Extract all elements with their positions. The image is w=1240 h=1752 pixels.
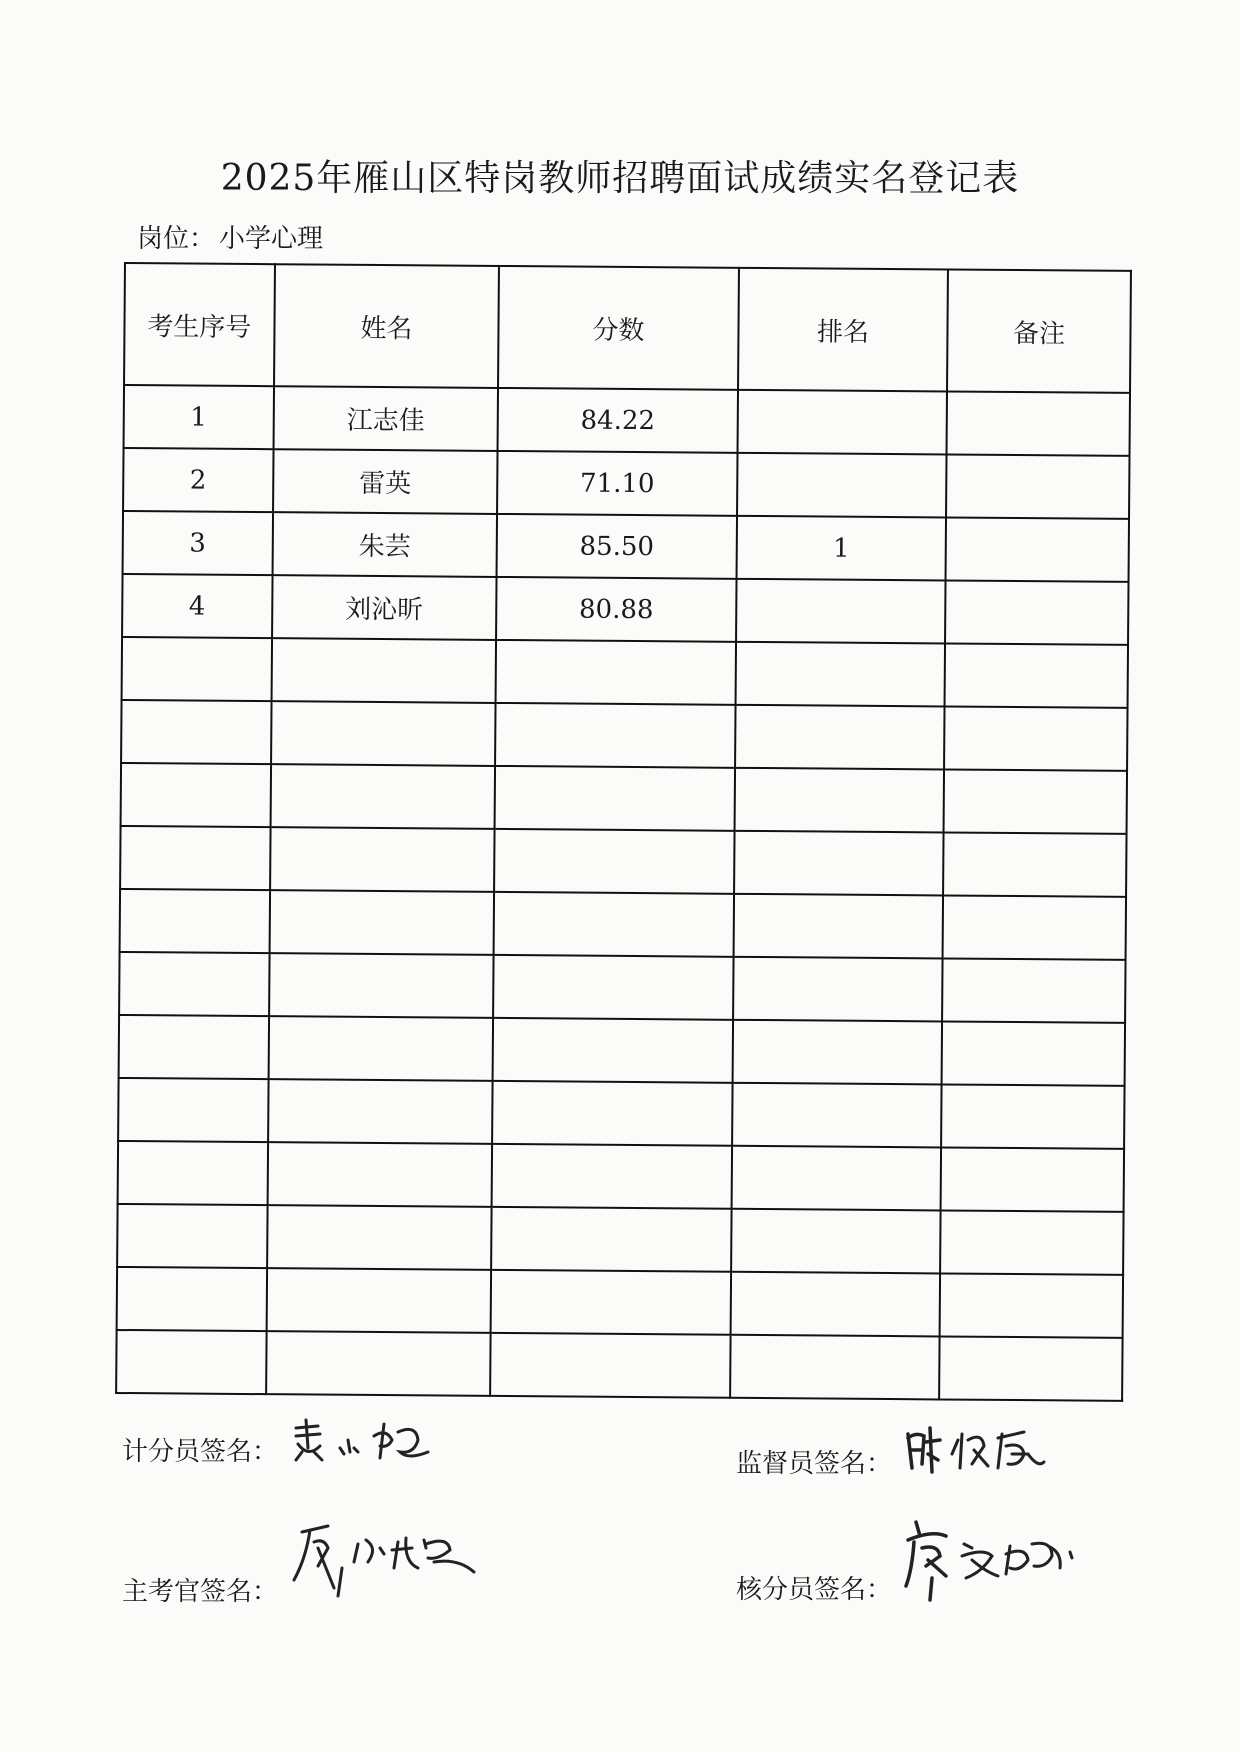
cell-name — [266, 1268, 491, 1333]
cell-score: 71.10 — [497, 451, 737, 516]
cell-score — [494, 829, 734, 894]
checker-signature-block — [736, 1516, 1092, 1606]
cell-candidate-number: 1 — [124, 385, 274, 449]
cell-rank — [732, 1020, 942, 1085]
cell-score — [493, 955, 733, 1020]
cell-score — [492, 1144, 732, 1209]
table-row — [118, 1141, 1124, 1212]
cell-name: 雷英 — [273, 449, 498, 514]
cell-candidate-number — [120, 889, 270, 953]
cell-candidate-number — [118, 1141, 268, 1205]
supervisor-signature-label: 监督员签名： — [736, 1449, 893, 1479]
table-row — [118, 1078, 1124, 1149]
header-name: 姓名 — [274, 264, 499, 388]
cell-remarks — [944, 706, 1127, 770]
cell-rank — [731, 1146, 941, 1211]
header-remarks: 备注 — [947, 269, 1131, 392]
table-row — [117, 1267, 1123, 1338]
cell-candidate-number — [122, 637, 272, 701]
cell-name — [270, 827, 495, 892]
cell-name — [268, 1016, 493, 1081]
cell-remarks — [946, 454, 1129, 518]
cell-rank — [735, 705, 945, 770]
cell-remarks — [941, 1084, 1124, 1148]
cell-candidate-number: 4 — [122, 574, 272, 638]
cell-rank — [732, 1083, 942, 1148]
cell-remarks — [939, 1336, 1122, 1400]
cell-candidate-number — [121, 763, 271, 827]
cell-rank — [733, 957, 943, 1022]
table-row — [124, 385, 1130, 456]
cell-candidate-number — [120, 826, 270, 890]
cell-remarks — [942, 958, 1125, 1022]
chief-examiner-handwritten-signature — [288, 1518, 488, 1608]
table-row — [122, 637, 1128, 708]
cell-score — [491, 1270, 731, 1335]
chief-examiner-signature-label: 主考官签名： — [122, 1577, 279, 1607]
table-row — [121, 700, 1127, 771]
cell-score: 80.88 — [496, 577, 736, 642]
scorer-handwritten-signature — [288, 1418, 438, 1468]
cell-candidate-number — [119, 952, 269, 1016]
cell-name: 刘沁昕 — [272, 575, 497, 640]
cell-rank — [734, 831, 944, 896]
cell-score — [493, 1018, 733, 1083]
checker-signature-label: 核分员签名： — [736, 1575, 893, 1605]
cell-name — [267, 1142, 492, 1207]
cell-remarks — [943, 832, 1126, 896]
cell-remarks — [941, 1147, 1124, 1211]
cell-candidate-number — [121, 700, 271, 764]
cell-rank — [737, 453, 947, 518]
cell-name: 朱芸 — [272, 512, 497, 577]
table-row — [120, 889, 1126, 960]
cell-remarks — [940, 1210, 1123, 1274]
cell-name — [267, 1205, 492, 1270]
table-row — [116, 1330, 1122, 1401]
cell-remarks — [942, 1021, 1125, 1085]
cell-remarks — [947, 391, 1130, 455]
chief-examiner-signature-block — [122, 1518, 488, 1608]
cell-candidate-number — [118, 1078, 268, 1142]
table-row — [121, 763, 1127, 834]
table-row — [123, 511, 1129, 582]
cell-rank — [730, 1272, 940, 1337]
cell-remarks — [943, 895, 1126, 959]
cell-candidate-number: 3 — [123, 511, 273, 575]
cell-score: 85.50 — [497, 514, 737, 579]
cell-remarks — [946, 517, 1129, 581]
cell-candidate-number — [117, 1267, 267, 1331]
cell-name — [271, 638, 496, 703]
table-row — [117, 1204, 1123, 1275]
table-row — [119, 952, 1125, 1023]
post-line — [137, 218, 327, 255]
checker-handwritten-signature — [902, 1516, 1092, 1606]
table-row — [123, 448, 1129, 519]
cell-name — [271, 701, 496, 766]
cell-score: 84.22 — [498, 388, 738, 453]
cell-score — [495, 703, 735, 768]
cell-name: 江志佳 — [273, 386, 498, 451]
cell-score — [496, 640, 736, 705]
table-row — [120, 826, 1126, 897]
cell-score — [494, 892, 734, 957]
header-candidate-number: 考生序号 — [124, 263, 275, 386]
cell-remarks — [945, 643, 1128, 707]
post-value: 小学心理 — [219, 224, 324, 254]
table-body — [116, 385, 1130, 1401]
cell-rank — [736, 579, 946, 644]
cell-name — [266, 1331, 491, 1396]
table-row — [119, 1015, 1125, 1086]
cell-name — [268, 1079, 493, 1144]
scorer-signature-block — [122, 1418, 438, 1468]
cell-remarks — [945, 580, 1128, 644]
supervisor-signature-block — [736, 1424, 1052, 1480]
cell-score — [492, 1081, 732, 1146]
cell-remarks — [944, 769, 1127, 833]
page-title: 2025年雁山区特岗教师招聘面试成绩实名登记表 — [220, 158, 1020, 199]
header-rank: 排名 — [738, 268, 948, 392]
scorer-signature-label: 计分员签名： — [122, 1437, 279, 1467]
score-table — [115, 262, 1132, 1402]
cell-score — [491, 1207, 731, 1272]
cell-score — [495, 766, 735, 831]
cell-rank — [737, 390, 947, 455]
post-label: 岗位： — [137, 224, 216, 254]
cell-rank: 1 — [736, 516, 946, 581]
supervisor-handwritten-signature — [902, 1424, 1052, 1480]
cell-rank — [730, 1335, 940, 1400]
cell-rank — [735, 642, 945, 707]
cell-score — [490, 1333, 730, 1398]
cell-rank — [733, 894, 943, 959]
table-header-row — [124, 263, 1131, 393]
cell-rank — [731, 1209, 941, 1274]
cell-name — [269, 890, 494, 955]
cell-name — [269, 953, 494, 1018]
cell-candidate-number — [119, 1015, 269, 1079]
cell-candidate-number — [117, 1204, 267, 1268]
cell-candidate-number: 2 — [123, 448, 273, 512]
table-row — [122, 574, 1128, 645]
cell-name — [270, 764, 495, 829]
cell-candidate-number — [116, 1330, 266, 1394]
cell-remarks — [940, 1273, 1123, 1337]
header-score: 分数 — [498, 266, 739, 390]
cell-rank — [734, 768, 944, 833]
